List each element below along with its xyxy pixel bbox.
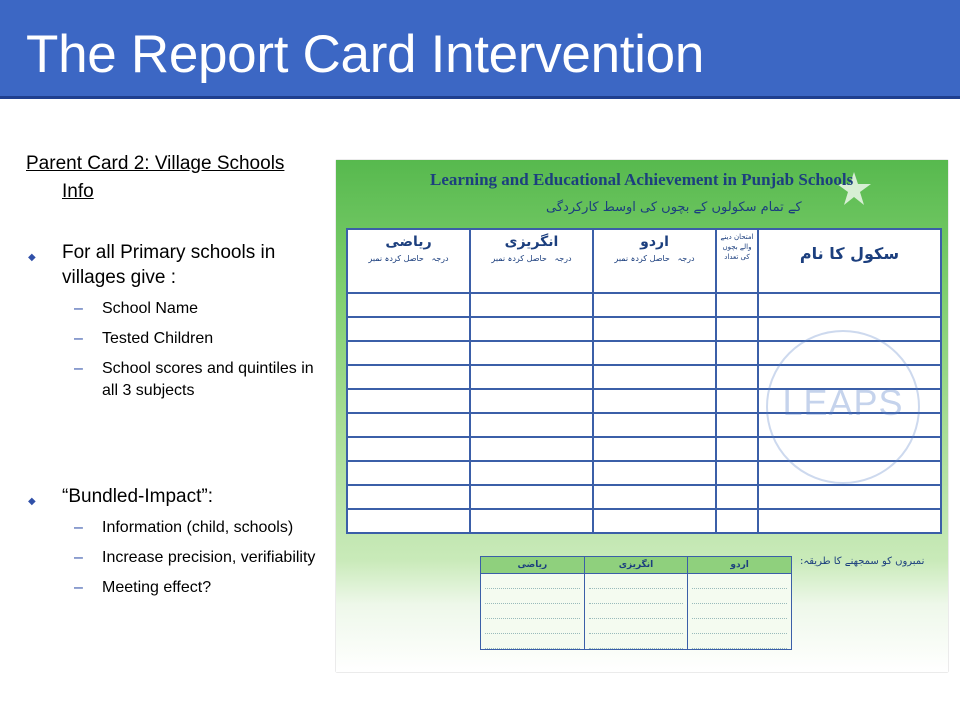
header-urdu <box>593 229 716 293</box>
legend-cell <box>584 574 688 650</box>
sub-item-text: School scores and quintiles in all 3 subjects <box>102 360 314 399</box>
diamond-bullet-icon: ◆ <box>28 252 36 263</box>
dash-icon: – <box>74 519 83 536</box>
table-row <box>347 413 941 437</box>
sub-item-meeting-effect <box>26 577 316 599</box>
legend-body-row <box>481 574 792 650</box>
table-row <box>347 389 941 413</box>
sub-item-text: Increase precision, verifiability <box>102 549 316 566</box>
bullet-text: For all Primary schools in villages give : <box>62 242 276 288</box>
table-row <box>347 365 941 389</box>
dash-icon: – <box>74 579 83 596</box>
score-label: حاصل کردہ نمبر <box>491 254 547 263</box>
legend-header-english: انگریزی <box>584 557 688 574</box>
legend-header-urdu: اردو <box>688 557 792 574</box>
legend-header-row <box>481 557 792 574</box>
table-row <box>347 509 941 533</box>
sub-item-text: Meeting effect? <box>102 579 212 596</box>
table-row <box>347 461 941 485</box>
legend-cell <box>688 574 792 650</box>
legend-header-math: ریاضی <box>481 557 585 574</box>
bullet-text: “Bundled-Impact”: <box>62 486 214 507</box>
header-urdu-subcols <box>594 254 715 263</box>
table-row <box>347 341 941 365</box>
header-urdu-label: اردو <box>640 234 669 250</box>
sub-item-school-scores <box>26 358 316 402</box>
sub-item-precision <box>26 547 316 569</box>
dash-icon: – <box>74 330 83 347</box>
grade-label: درجہ <box>677 254 695 263</box>
report-card-image <box>336 160 948 672</box>
table-row <box>347 485 941 509</box>
bullet-primary-schools <box>26 240 316 290</box>
legend-label: نمبروں کو سمجھنے کا طریقہ: <box>800 556 925 567</box>
sub-item-text: Information (child, schools) <box>102 519 294 536</box>
tested-children-label: امتحان دینے والے بچوں کی تعداد <box>720 233 754 261</box>
table-row <box>347 293 941 317</box>
header-math <box>347 229 470 293</box>
scores-grid <box>346 228 942 534</box>
school-name-label: سکول کا نام <box>799 244 900 263</box>
header-school-name <box>758 229 941 293</box>
header-math-label: ریاضی <box>385 234 432 250</box>
report-card-title: Learning and Educational Achievement in Punjab Schools <box>430 170 854 189</box>
diamond-bullet-icon: ◆ <box>28 496 36 507</box>
dash-icon: – <box>74 549 83 566</box>
report-card-urdu-subtitle: کے تمام سکولوں کے بچوں کی اوسط کارکردگی <box>546 200 802 215</box>
grade-label: درجہ <box>431 254 449 263</box>
header-english-label: انگریزی <box>504 234 559 250</box>
slide-title: The Report Card Intervention <box>26 25 705 84</box>
score-label: حاصل کردہ نمبر <box>368 254 424 263</box>
dash-icon: – <box>74 300 83 317</box>
header-english-subcols <box>471 254 592 263</box>
header-tested-children <box>716 229 758 293</box>
score-label: حاصل کردہ نمبر <box>614 254 670 263</box>
left-text-panel <box>26 150 316 599</box>
header-english <box>470 229 593 293</box>
dash-icon: – <box>74 360 83 377</box>
header-math-subcols <box>348 254 469 263</box>
table-row <box>347 317 941 341</box>
sub-item-text: Tested Children <box>102 330 214 347</box>
score-legend-table <box>480 556 792 650</box>
sub-item-tested-children <box>26 328 316 350</box>
table-row <box>347 437 941 461</box>
title-bar <box>0 0 960 99</box>
card-heading: Parent Card 2: Village Schools Info <box>26 153 285 202</box>
bullet-bundled-impact <box>26 484 316 509</box>
sub-item-school-name <box>26 298 316 320</box>
scores-grid-header <box>347 229 941 293</box>
sub-item-information <box>26 517 316 539</box>
grade-label: درجہ <box>554 254 572 263</box>
sub-item-text: School Name <box>102 300 199 317</box>
watermark-text: LEAPS <box>782 382 904 423</box>
legend-cell <box>481 574 585 650</box>
